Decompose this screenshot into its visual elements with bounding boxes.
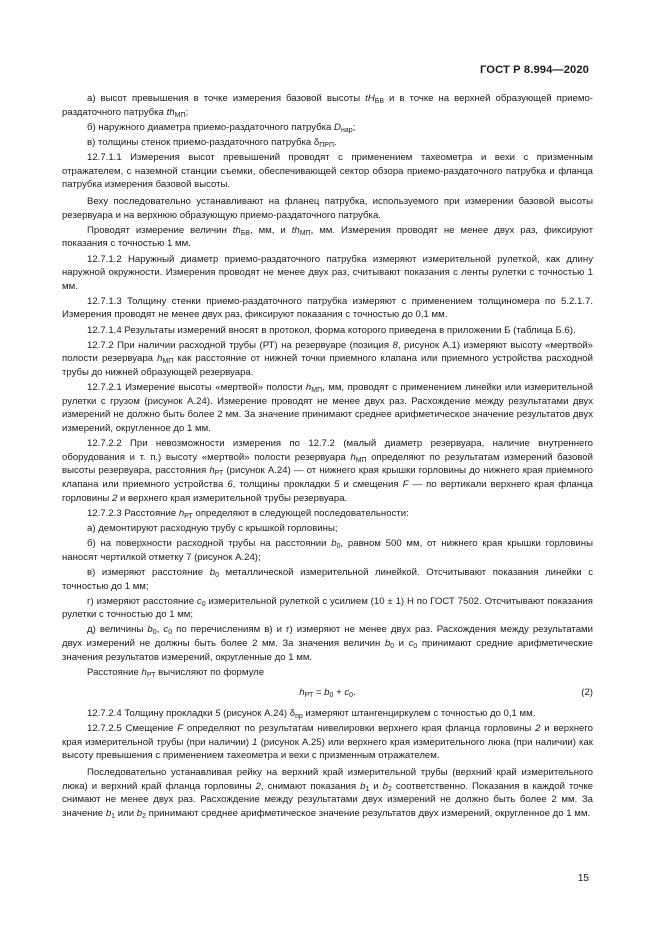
paragraph-p3: в) толщины стенок приемо-раздаточного патрубка $\delta_{ПРП}$.: [87, 136, 337, 149]
paragraph-p4: 12.7.1.1 Измерения высот превышений проводят с применением тахеометра и вехи с призменным отражателем, с наземной станции съемки, обеспечивающей сектор обзора приемо-раздаточного патрубка и фланца патрубка измерения базовой высоты.: [62, 152, 593, 191]
paragraph-p10: 12.7.2 При наличии расходной трубы (РТ) на резервуаре (позиция 8, рисунок А.1) измеряют высоту «мертвой» полости резервуара $h_{МП}$ как расстояние от нижней точки приемного клапана или приемного устройства расходной трубы до нижней образующей резервуара.: [62, 339, 594, 379]
paragraph-p9: 12.7.1.4 Результаты измерений вносят в протокол, форма которого приведена в приложении Б (таблица Б.6).: [87, 324, 576, 336]
paragraph-p8: 12.7.1.3 Толщину стенки приемо-раздаточного патрубка измеряют с применением толщиномера по 5.2.1.7. Измерения проводят не менее двух раз, фиксируют показания с точностью до 0,1 мм.: [62, 295, 593, 321]
paragraph-p2: б) наружного диаметра приемо-раздаточного патрубка $D_{нар}$;: [87, 121, 356, 134]
paragraph-p20: 12.7.2.4 Толщину прокладки 5 (рисунок А.24) $\delta_{пр}$ измеряют штангенциркулем с точностью до 0,1 мм.: [87, 708, 536, 721]
paragraph-p7: 12.7.1.2 Наружный диаметр приемо-раздаточного патрубка измеряют измерительной рулеткой, как длину наружной окружности. Измерения проводят не менее двух раз, считывают показания с ленты рулетки с точностью 1 мм.: [62, 253, 593, 292]
paragraph-p16: в) измеряют расстояние $b_0$ металлической измерительной линейкой. Отсчитывают показания линейки с точностью до 1 мм;: [62, 566, 594, 592]
paragraph-p11: 12.7.2.1 Измерение высоты «мертвой» полости $h_{МП}$, мм, проводят с применением линейки или измерительной рулетки с грузом (рисунок А.24). Измерение проводят не менее двух раз. Расхождение между результатами двух измерений не должно быть более 2 мм. За значение принимают среднее арифметическое значение результатов двух измерений, округленное до 1 мм.: [62, 382, 593, 434]
paragraph-p21: 12.7.2.5 Смещение F определяют по результатам нивелировки верхнего края фланца горловины 2 и верхнего края измерительной трубы (при наличии) 1 (рисунок А.25) или верхнего края измерительного люка (при наличии) как высоту превышения с применением тахеометра и вехи с призменным отражателем.: [62, 723, 593, 762]
paragraph-p22: Последовательно устанавливая рейку на верхний край измерительной трубы (верхний край измерительного люка) и верхний край фланца горловины 2, снимают показания $b_1$ и $b_2$ соответственно. Показания в каждой точке снимают не менее двух раз. Расхождение между результатами двух измерений не должно быть более 2 мм. За значение $b_1$ или $b_2$ принимают среднее арифметическое значение результатов двух измерений, округленное до 1 мм.: [62, 767, 593, 820]
formula-number: (2): [581, 687, 593, 699]
paragraph-list-1: [62, 92, 593, 679]
paragraph-p13: 12.7.2.3 Расстояние $h_{РТ}$ определяют в следующей последовательности:: [87, 507, 409, 520]
paragraph-p15: б) на поверхности расходной трубы на расстоянии $b_0$, равном 500 мм, от нижнего края крышки горловины наносят чертилкой отметку 7 (рисунок А.24);: [62, 538, 593, 563]
paragraph-p1: а) высот превышения в точке измерения базовой высоты $tH_{БВ}$ и в точке на верхней образующей приемо-раздаточного патрубка $th_{МП}$;: [62, 93, 593, 119]
document-body: [62, 92, 593, 822]
paragraph-p18: д) величины $b_0$, $c_0$ по перечислениям в) и г) измеряют не менее двух раз. Расхождения между результатами двух измерений не должны быть более 2 мм. За значения величин $b_0$ и $c_0$ принимают средние арифметические значения результатов измерений, округленные до 1 мм.: [62, 624, 594, 663]
paragraph-p19: Расстояние $h_{РТ}$ вычисляют по формуле: [87, 666, 265, 679]
paragraph-list-2: [62, 707, 593, 820]
formula-expression: $h_{РТ} = b_0 + c_0$.: [299, 687, 356, 700]
page-number: 15: [577, 873, 589, 884]
paragraph-p12: 12.7.2.2 При невозможности измерения по 12.7.2 (малый диаметр резервуара, наличие внутреннего оборудования и т. п.) высоту «мертвой» полости резервуара $h_{МП}$ определяют по результатам измерений базовой высоты резервуара, расстояния $h_{РТ}$ (рисунок А.24) — от нижнего края крышки горловины до нижнего края приемного клапана или приемного устройства 6, толщины прокладки 5 и смещения F — по вертикали верхнего края фланца горловины 2 и верхнего края измерительной трубы резервуара.: [62, 438, 593, 504]
paragraph-p5: Веху последовательно устанавливают на фланец патрубка, используемого при измерении базовой высоты резервуара и на верхнюю образующую приемо-раздаточного патрубка.: [62, 195, 593, 221]
paragraph-p17: г) измеряют расстояние $c_0$ измерительной рулеткой с усилием (10 ± 1) Н по ГОСТ 7502. Отсчитывают показания рулетки с точностью до 1 мм;: [62, 595, 593, 621]
document-header: ГОСТ Р 8.994—2020: [480, 64, 589, 76]
formula-2: [62, 686, 593, 700]
paragraph-p6: Проводят измерение величин $th_{БВ}$, мм, и $th_{МП}$, мм. Измерения проводят не менее двух раз, фиксируют показания с точностью 1 мм.: [62, 224, 593, 250]
paragraph-p14: а) демонтируют расходную трубу с крышкой горловины;: [87, 522, 338, 534]
